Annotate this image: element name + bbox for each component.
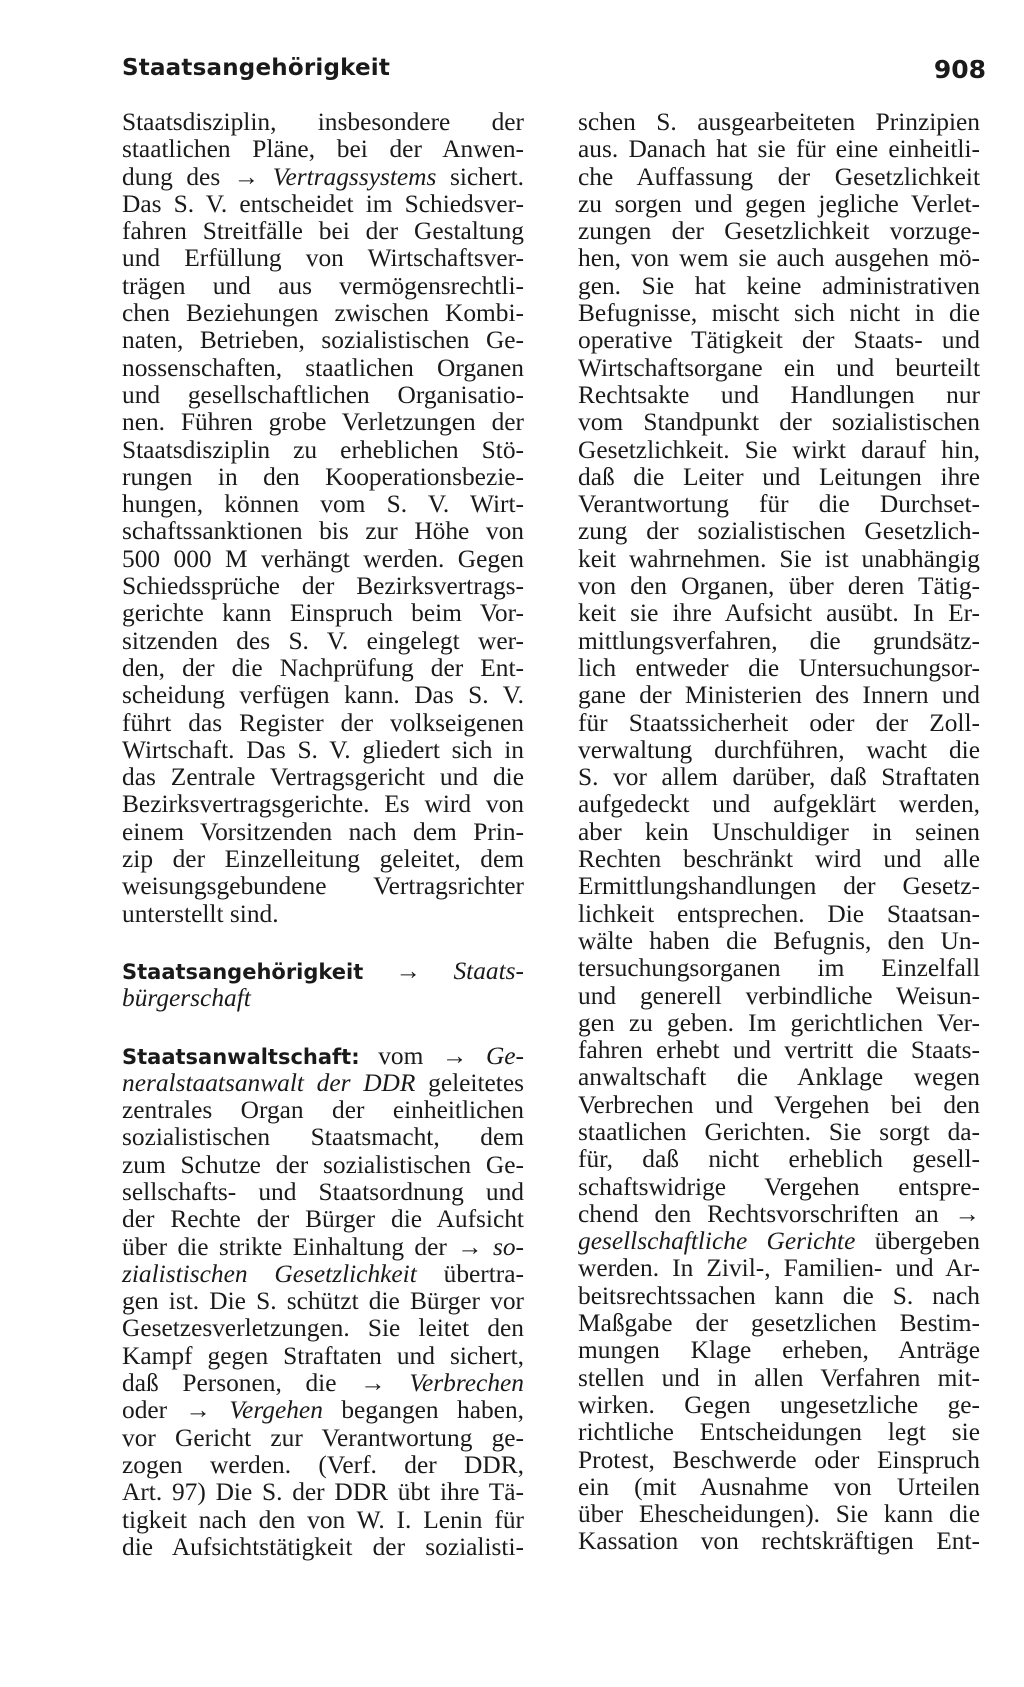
text-line: zum Schutze der sozialistischen Ge- [122, 1150, 524, 1179]
text-line: Ermittlungshandlungen der Gesetz- [578, 872, 980, 901]
left-column [122, 109, 524, 1561]
text-line: aus. Danach hat sie für eine einheitli- [578, 135, 980, 164]
text-line: einem Vorsitzenden nach dem Prin- [122, 817, 524, 846]
text-line: Protest, Beschwerde oder Einspruch [578, 1445, 980, 1474]
text-line: vor Gericht zur Verantwortung ge- [122, 1423, 524, 1452]
text-line: staatlichen Pläne, bei der Anwen- [122, 135, 524, 164]
text-run: übertra- [416, 1259, 524, 1288]
text-line: Art. 97) Die S. der DDR übt ihre Tä- [122, 1478, 524, 1507]
text-line [122, 1234, 524, 1261]
text-line: Rechten beschränkt wird und alle [578, 845, 980, 874]
text-line: Verantwortung für die Durchset- [578, 490, 980, 519]
running-head: Staatsangehörigkeit [122, 55, 391, 81]
text-line: Gesetzlichkeit. Sie wirkt darauf hin, [578, 435, 980, 464]
text-line: keit wahrnehmen. Sie ist unabhängig [578, 544, 980, 573]
cross-reference: Vertragssystems [272, 162, 437, 191]
text-run: geleitetes [415, 1068, 524, 1097]
text-line: gen. Sie hat keine administrativen [578, 271, 980, 300]
text-run: über die strikte Einhaltung der → [122, 1232, 493, 1261]
text-line: Schiedssprüche der Bezirksvertrags- [122, 572, 524, 601]
cross-reference: Staats- [453, 956, 524, 985]
text-line: die Aufsichtstätigkeit der sozialisti- [122, 1532, 524, 1561]
text-line: gen zu geben. Im gerichtlichen Ver- [578, 1008, 980, 1037]
text-line: zung der sozialistischen Gesetzlich- [578, 517, 980, 546]
text-line: den, der die Nachprüfung der Ent- [122, 653, 524, 682]
text-line: zentrales Organ der einheitlichen [122, 1096, 524, 1125]
text-line: schaftssanktionen bis zur Höhe von [122, 517, 524, 546]
text-line: vom Standpunkt der sozialistischen [578, 408, 980, 437]
page-header [122, 55, 994, 95]
text-line: Kampf gegen Straftaten und sichert, [122, 1341, 524, 1370]
text-line: 500 000 M verhängt werden. Gegen [122, 544, 524, 573]
text-line [122, 164, 524, 191]
text-line: weisungsgebundene Vertragsrichter [122, 872, 524, 901]
text-line [578, 1228, 980, 1255]
text-line: Maßgabe der gesetzlichen Bestim- [578, 1309, 980, 1338]
text-line [122, 1043, 524, 1070]
text-line: fahren erhebt und vertritt die Staats- [578, 1036, 980, 1065]
cross-reference: zialistischen Gesetzlichkeit [122, 1259, 417, 1288]
text-line: trägen und aus vermögensrechtli- [122, 271, 524, 300]
cross-reference: Verbrechen [409, 1369, 524, 1398]
text-line: naten, Betrieben, sozialistischen Ge- [122, 326, 524, 355]
text-line: werden. In Zivil-, Familien- und Ar- [578, 1254, 980, 1283]
text-line: nossenschaften, staatlichen Organen [122, 353, 524, 382]
text-line: richtliche Entscheidungen legt sie [578, 1418, 980, 1447]
text-line: mungen Klage erheben, Anträge [578, 1336, 980, 1365]
text-run: → [363, 956, 454, 985]
text-line [122, 985, 524, 1012]
text-line [122, 1261, 524, 1288]
text-line: scheidung verfügen kann. Das S. V. [122, 681, 524, 710]
text-line: aber kein Unschuldiger in seinen [578, 817, 980, 846]
text-line: sozialistischen Staatsmacht, dem [122, 1123, 524, 1152]
text-run: begangen haben, [322, 1396, 524, 1425]
text-line: zip der Einzelleitung geleitet, dem [122, 845, 524, 874]
entry-headword: Staatsanwaltschaft: [122, 1044, 360, 1069]
text-line: für Staatssicherheit oder der Zoll- [578, 708, 980, 737]
right-column [578, 109, 980, 1556]
text-run: übergeben [855, 1227, 980, 1256]
cross-reference: gesellschaftliche Gerichte [578, 1227, 856, 1256]
text-line: Wirtschaftsorgane ein und beurteilt [578, 353, 980, 382]
entry-headword: Staatsangehörigkeit [122, 959, 364, 984]
text-line: chen Beziehungen zwischen Kombi- [122, 299, 524, 328]
page-number: 908 [933, 55, 986, 84]
text-line: beitsrechtssachen kann die S. nach [578, 1281, 980, 1310]
cross-reference: Vergehen [229, 1396, 323, 1425]
text-line: Gesetzesverletzungen. Sie leitet den [122, 1314, 524, 1343]
text-run: dung des → [122, 162, 273, 191]
text-line: daß die Leiter und Leitungen ihre [578, 462, 980, 491]
text-line: hungen, können vom S. V. Wirt- [122, 490, 524, 519]
text-line: zu sorgen und gegen jegliche Verlet- [578, 189, 980, 218]
text-line: der Rechte der Bürger die Aufsicht [122, 1205, 524, 1234]
text-line: nen. Führen grobe Verletzungen der [122, 408, 524, 437]
text-line: gen ist. Die S. schützt die Bürger vor [122, 1287, 524, 1316]
text-line: zungen der Gesetzlichkeit vorzuge- [578, 217, 980, 246]
paragraph-gap [122, 928, 524, 958]
text-line: aufgedeckt und aufgeklärt werden, [578, 790, 980, 819]
text-line: wirken. Gegen ungesetzliche ge- [578, 1390, 980, 1419]
text-line: ein (mit Ausnahme von Urteilen [578, 1472, 980, 1501]
text-line [122, 1397, 524, 1424]
text-run: oder → [122, 1396, 230, 1425]
text-line: operative Tätigkeit der Staats- und [578, 326, 980, 355]
text-line: lichkeit entsprechen. Die Staatsan- [578, 899, 980, 928]
text-line: Verbrechen und Vergehen bei den [578, 1090, 980, 1119]
text-line: Staatsdisziplin, insbesondere der [122, 108, 524, 136]
text-line: zogen werden. (Verf. der DDR, [122, 1450, 524, 1479]
text-line: und gesellschaftlichen Organisatio- [122, 380, 524, 409]
text-line [122, 1370, 524, 1397]
text-line: chend den Rechtsvorschriften an → [578, 1199, 980, 1228]
cross-reference: Ge- [485, 1041, 524, 1070]
paragraph-gap [122, 1013, 524, 1043]
text-line: Das S. V. entscheidet im Schiedsver- [122, 189, 524, 218]
text-line: staatlichen Gerichten. Sie sorgt da- [578, 1117, 980, 1146]
text-line: Wirtschaft. Das S. V. gliedert sich in [122, 735, 524, 764]
text-line: gerichte kann Einspruch beim Vor- [122, 599, 524, 628]
text-run: vom → [359, 1041, 486, 1070]
cross-reference: bürgerschaft [122, 984, 251, 1013]
text-line: tigkeit nach den von W. I. Lenin für [122, 1505, 524, 1534]
text-line [122, 1070, 524, 1097]
text-line: Befugnisse, mischt sich nicht in die [578, 299, 980, 328]
text-line: che Auffassung der Gesetzlichkeit [578, 162, 980, 191]
text-line: über Ehescheidungen). Sie kann die [578, 1500, 980, 1529]
text-line: mittlungsverfahren, die grundsätz- [578, 626, 980, 655]
text-line: rungen in den Kooperationsbezie- [122, 462, 524, 491]
text-line: das Zentrale Vertragsgericht und die [122, 763, 524, 792]
text-line: führt das Register der volkseigenen [122, 708, 524, 737]
text-line: Rechtsakte und Handlungen nur [578, 380, 980, 409]
text-line: Bezirksvertragsgerichte. Es wird von [122, 790, 524, 819]
text-line: verwaltung durchführen, wacht die [578, 735, 980, 764]
text-line: gane der Ministerien des Innern und [578, 681, 980, 710]
text-line: anwaltschaft die Anklage wegen [578, 1063, 980, 1092]
text-run: daß Personen, die → [122, 1369, 410, 1398]
text-line [122, 958, 524, 985]
cross-reference: neralstaatsanwalt der DDR [122, 1068, 416, 1097]
text-line: hen, von wem sie auch ausgehen mö- [578, 244, 980, 273]
text-line: sitzenden des S. V. eingelegt wer- [122, 626, 524, 655]
text-line: Staatsdisziplin zu erheblichen Stö- [122, 435, 524, 464]
text-line: und Erfüllung von Wirtschaftsver- [122, 244, 524, 273]
text-line: wälte haben die Befugnis, den Un- [578, 926, 980, 955]
text-line: keit sie ihre Aufsicht ausübt. In Er- [578, 599, 980, 628]
text-run: sichert. [436, 162, 524, 191]
text-line: schen S. ausgearbeiteten Prinzipien [578, 108, 980, 136]
text-line: S. vor allem darüber, daß Straftaten [578, 763, 980, 792]
text-line: und generell verbindliche Weisun- [578, 981, 980, 1010]
text-line: fahren Streitfälle bei der Gestaltung [122, 217, 524, 246]
text-line: sellschafts- und Staatsordnung und [122, 1177, 524, 1206]
text-line: lich entweder die Untersuchungsor- [578, 653, 980, 682]
cross-reference: so- [492, 1232, 524, 1261]
text-line: unterstellt sind. [122, 899, 279, 928]
text-line: stellen und in allen Verfahren mit- [578, 1363, 980, 1392]
text-line: Kassation von rechtskräftigen Ent- [578, 1527, 980, 1556]
text-line: tersuchungsorganen im Einzelfall [578, 954, 980, 983]
text-line: für, daß nicht erheblich gesell- [578, 1145, 980, 1174]
text-line: von den Organen, über deren Tätig- [578, 572, 980, 601]
text-line: schaftswidrige Vergehen entspre- [578, 1172, 980, 1201]
